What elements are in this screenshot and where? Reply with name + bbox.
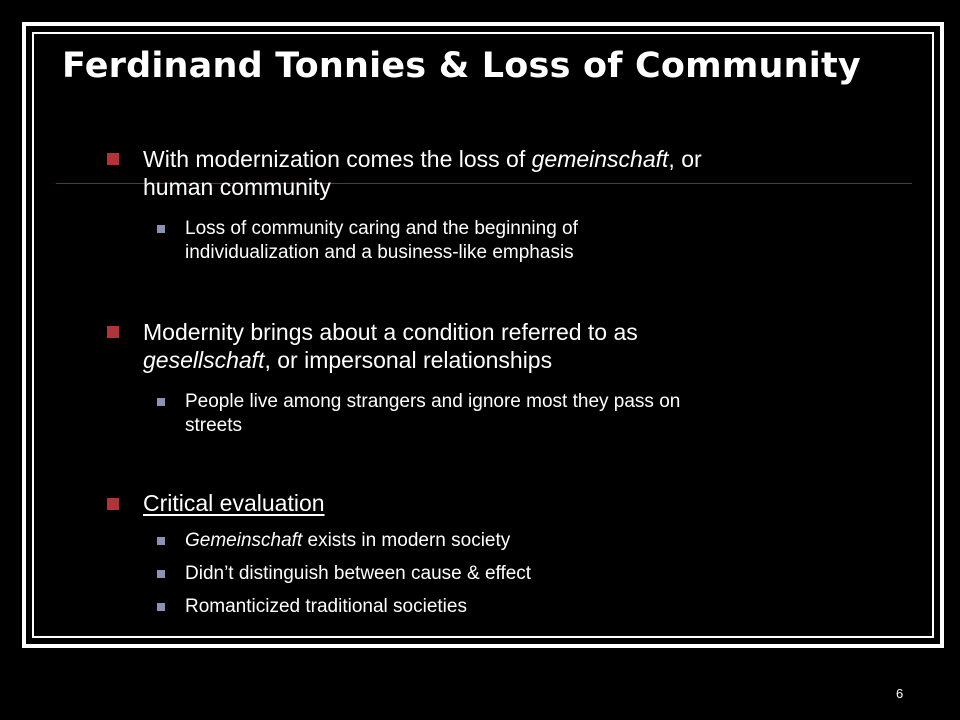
bullet-1-line2: human community	[143, 174, 331, 200]
bullet-2-line1: Modernity brings about a condition referred to as	[143, 319, 638, 345]
sub-bullet-3-2-text: Didn’t distinguish between cause & effect	[185, 563, 532, 584]
sub-bullet-marker	[157, 398, 165, 406]
bullet-2-term: gesellschaft	[143, 347, 265, 373]
bullet-marker	[107, 326, 119, 338]
bullet-1-text	[143, 145, 702, 201]
sub-bullet-2-1-line2: streets	[185, 415, 243, 436]
sub-bullet-marker	[157, 225, 165, 233]
slide-title: Ferdinand Tonnies & Loss of Community	[62, 46, 861, 86]
sub-bullet-3-1-rest: exists in modern society	[302, 530, 511, 551]
sub-bullet-marker	[157, 537, 165, 545]
sub-bullet-3-1-text	[185, 529, 510, 553]
sub-bullet-1-1-line2: individualization and a business-like emphasis	[185, 242, 574, 263]
bullet-2-line2-post: , or impersonal relationships	[264, 347, 553, 373]
bullet-3-text: Critical evaluation	[143, 490, 325, 516]
sub-bullet-1-1-text	[185, 217, 578, 265]
sub-bullet-3-3-text: Romanticized traditional societies	[185, 596, 467, 617]
page-number: 6	[896, 686, 904, 701]
sub-bullet-marker	[157, 603, 165, 611]
bullet-2-text	[143, 318, 638, 374]
bullet-1-line1-post: , or	[668, 146, 702, 172]
sub-bullet-3-1-term: Gemeinschaft	[185, 530, 303, 551]
bullet-1-line1-pre: With modernization comes the loss of	[143, 146, 532, 172]
bullet-marker	[107, 153, 119, 165]
sub-bullet-1-1-line1: Loss of community caring and the beginning of	[185, 218, 578, 239]
bullet-1-term: gemeinschaft	[531, 146, 669, 172]
sub-bullet-2-1-text	[185, 390, 680, 438]
sub-bullet-marker	[157, 570, 165, 578]
bullet-marker	[107, 498, 119, 510]
sub-bullet-2-1-line1: People live among strangers and ignore most they pass on	[185, 391, 681, 412]
